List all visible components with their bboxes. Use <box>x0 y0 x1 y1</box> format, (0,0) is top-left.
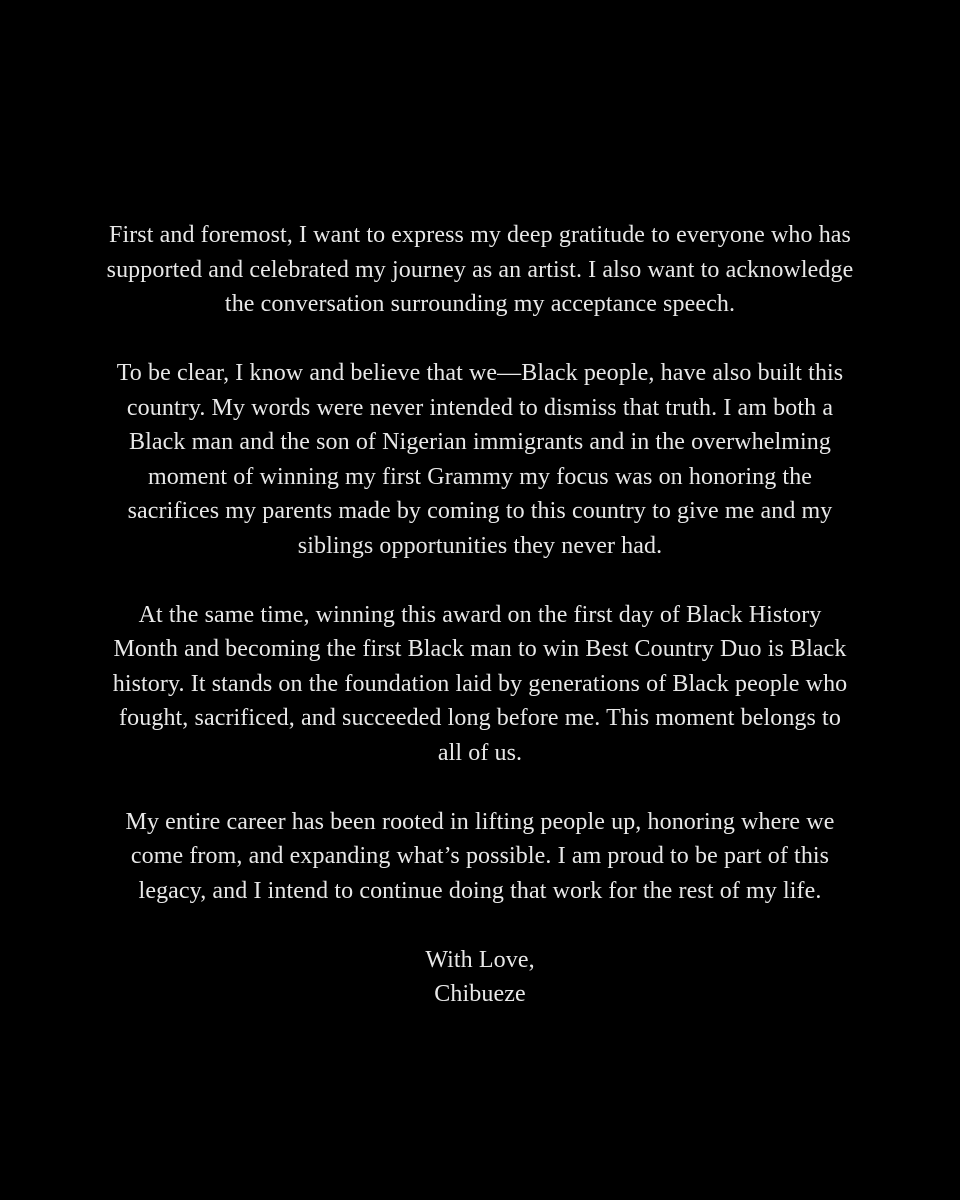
text-line: First and foremost, I want to express my deep gratitude to everyone who has <box>109 222 851 248</box>
text-line: My entire career has been rooted in lifting people up, honoring where we <box>125 808 835 835</box>
text-line: fought, sacrificed, and succeeded long before me. This moment belongs to <box>119 705 841 731</box>
text-line: moment of winning my first Grammy my focus was on honoring the <box>147 463 813 490</box>
text-line: At the same time, winning this award on the first day of Black History <box>138 601 822 628</box>
text-line: siblings opportunities they never had. <box>297 532 663 559</box>
text-line: history. It stands on the foundation laid by generations of Black people who <box>112 670 848 697</box>
signature-name: Chibueze <box>434 981 526 1007</box>
text-line: To be clear, I know and believe that we—Black people, have also built this <box>116 360 844 386</box>
signoff <box>40 943 920 1012</box>
text-line: the conversation surrounding my acceptance speech. <box>224 291 736 317</box>
closing-text: With Love, <box>425 946 535 973</box>
text-line: all of us. <box>437 739 523 766</box>
text-line: come from, and expanding what’s possible. I am proud to be part of this <box>130 843 830 869</box>
paragraph-career <box>40 805 920 909</box>
text-line: Month and becoming the first Black man to win Best Country Duo is Black <box>113 636 847 662</box>
text-line: supported and celebrated my journey as an artist. I also want to acknowledge <box>106 256 854 283</box>
paragraph-gratitude <box>40 218 920 322</box>
paragraph-black-history <box>40 598 920 771</box>
text-line: Black man and the son of Nigerian immigrants and in the overwhelming <box>129 429 831 455</box>
text-line: legacy, and I intend to continue doing that work for the rest of my life. <box>138 877 822 904</box>
paragraph-clarification <box>40 356 920 563</box>
statement-text <box>40 218 920 1046</box>
text-line: country. My words were never intended to dismiss that truth. I am both a <box>126 394 834 421</box>
text-line: sacrifices my parents made by coming to this country to give me and my <box>127 498 833 524</box>
